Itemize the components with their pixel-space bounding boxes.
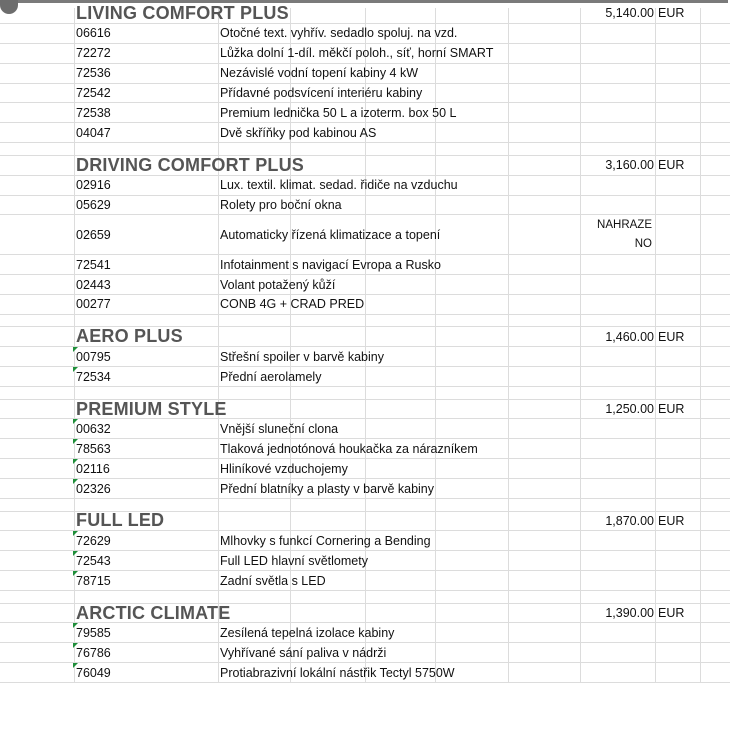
item-description[interactable]: Zadní světla s LED — [220, 573, 326, 588]
item-code[interactable]: 02916 — [76, 178, 111, 193]
table-row[interactable] — [0, 24, 730, 44]
item-description[interactable]: Tlaková jednotónová houkačka za nárazníkem — [220, 441, 478, 456]
item-code[interactable]: 72543 — [76, 553, 111, 568]
item-note[interactable] — [582, 215, 652, 254]
table-row[interactable] — [0, 623, 730, 643]
section-header-row[interactable] — [0, 156, 730, 176]
item-code[interactable]: 78563 — [76, 441, 111, 456]
section-currency[interactable]: EUR — [658, 158, 685, 173]
table-row[interactable] — [0, 215, 730, 255]
table-row[interactable] — [0, 551, 730, 571]
table-row[interactable] — [0, 439, 730, 459]
item-code[interactable]: 02116 — [76, 461, 110, 476]
item-description[interactable]: Vyhřívané sání paliva v nádrži — [220, 645, 387, 660]
item-code[interactable]: 02659 — [76, 227, 111, 242]
table-row[interactable] — [0, 479, 730, 499]
table-row[interactable] — [0, 419, 730, 439]
item-note-line: NO — [634, 237, 652, 250]
table-row[interactable] — [0, 176, 730, 196]
item-description[interactable]: Vnější sluneční clona — [220, 421, 339, 436]
section-header-row[interactable] — [0, 4, 730, 24]
section-price[interactable]: 5,140.00 — [605, 6, 654, 21]
table-row[interactable] — [0, 123, 730, 143]
section-title[interactable]: PREMIUM STYLE — [76, 399, 227, 419]
item-code[interactable]: 05629 — [76, 197, 111, 212]
item-code[interactable]: 72541 — [76, 257, 111, 272]
item-code[interactable]: 78715 — [76, 573, 111, 588]
table-row[interactable] — [0, 531, 730, 551]
section-price[interactable]: 1,250.00 — [605, 401, 654, 416]
item-description[interactable]: Lůžka dolní 1-díl. měkčí poloh., síť, horní SMART — [220, 46, 494, 61]
item-description[interactable]: Volant potažený kůží — [220, 277, 336, 292]
table-row[interactable] — [0, 103, 730, 123]
item-code[interactable]: 72538 — [76, 105, 111, 120]
blank-row[interactable] — [0, 143, 730, 156]
blank-row[interactable] — [0, 315, 730, 328]
section-header-row[interactable] — [0, 604, 730, 624]
spreadsheet-grid — [0, 4, 730, 683]
table-row[interactable] — [0, 347, 730, 367]
item-code[interactable]: 06616 — [76, 26, 111, 41]
item-description[interactable]: Přídavné podsvícení interiéru kabiny — [220, 86, 423, 100]
section-title[interactable]: FULL LED — [76, 511, 165, 531]
section-title[interactable]: LIVING COMFORT PLUS — [76, 4, 289, 23]
item-description[interactable]: Hliníkové vzduchojemy — [220, 461, 348, 476]
table-row[interactable] — [0, 44, 730, 64]
item-description[interactable]: Střešní spoiler v barvě kabiny — [220, 349, 384, 364]
item-description[interactable]: Rolety pro boční okna — [220, 197, 342, 212]
item-description[interactable]: Full LED hlavní světlomety — [220, 553, 368, 568]
item-code[interactable]: 04047 — [76, 125, 111, 140]
section-title[interactable]: ARCTIC CLIMATE — [76, 603, 231, 623]
item-description[interactable]: Přední aerolamely — [220, 369, 322, 384]
item-description[interactable]: Infotainment s navigací Evropa a Rusko — [220, 257, 441, 272]
table-row[interactable] — [0, 295, 730, 315]
item-note-line: NAHRAZE — [597, 218, 652, 231]
section-currency[interactable]: EUR — [658, 606, 685, 620]
table-row[interactable] — [0, 255, 730, 275]
item-code[interactable]: 76786 — [76, 645, 111, 660]
table-row[interactable] — [0, 196, 730, 216]
blank-row[interactable] — [0, 387, 730, 400]
item-code[interactable]: 00632 — [76, 421, 111, 436]
section-price[interactable]: 1,390.00 — [605, 606, 654, 620]
item-code[interactable]: 72536 — [76, 66, 111, 81]
table-row[interactable] — [0, 84, 730, 104]
item-description[interactable]: Protiabrazivní lokální nástřik Tectyl 5750W — [220, 665, 455, 680]
item-description[interactable]: Otočné text. vyhřív. sedadlo spoluj. na vzd. — [220, 26, 458, 41]
item-code[interactable]: 72542 — [76, 86, 111, 100]
table-row[interactable] — [0, 64, 730, 84]
item-code[interactable]: 76049 — [76, 665, 111, 680]
rows-container — [0, 4, 730, 683]
table-row[interactable] — [0, 663, 730, 683]
section-currency[interactable]: EUR — [658, 401, 685, 416]
item-code[interactable]: 72534 — [76, 369, 111, 384]
item-description[interactable]: Mlhovky s funkcí Cornering a Bending — [220, 533, 431, 548]
section-currency[interactable]: EUR — [658, 6, 685, 21]
section-header-row[interactable] — [0, 400, 730, 420]
item-description[interactable]: Zesílená tepelná izolace kabiny — [220, 625, 395, 640]
table-row[interactable] — [0, 275, 730, 295]
section-price[interactable]: 1,460.00 — [605, 329, 654, 344]
section-currency[interactable]: EUR — [658, 513, 685, 528]
item-description[interactable]: CONB 4G + CRAD PRED — [220, 297, 365, 312]
item-code[interactable]: 00795 — [76, 349, 111, 364]
item-description[interactable]: Nezávislé vodní topení kabiny 4 kW — [220, 66, 419, 81]
section-price[interactable]: 3,160.00 — [605, 158, 654, 173]
item-description[interactable]: Lux. textil. klimat. sedad. řidiče na vzduchu — [220, 178, 458, 193]
section-currency[interactable]: EUR — [658, 329, 685, 344]
table-row[interactable] — [0, 643, 730, 663]
section-header-row[interactable] — [0, 512, 730, 532]
table-row[interactable] — [0, 459, 730, 479]
item-code[interactable]: 72272 — [76, 46, 111, 61]
item-code[interactable]: 72629 — [76, 533, 111, 548]
item-description[interactable]: Automaticky řízená klimatizace a topení — [220, 227, 441, 242]
blank-row[interactable] — [0, 591, 730, 604]
section-title[interactable]: AERO PLUS — [76, 327, 183, 347]
item-code[interactable]: 02326 — [76, 481, 111, 496]
item-code[interactable]: 02443 — [76, 277, 111, 292]
blank-row[interactable] — [0, 499, 730, 512]
item-code[interactable]: 79585 — [76, 625, 111, 640]
section-price[interactable]: 1,870.00 — [605, 513, 654, 528]
item-code[interactable]: 00277 — [76, 297, 111, 312]
table-row[interactable] — [0, 367, 730, 387]
table-row[interactable] — [0, 571, 730, 591]
window-top-edge — [8, 0, 728, 3]
item-description[interactable]: Přední blatníky a plasty v barvě kabiny — [220, 481, 435, 496]
item-description[interactable]: Dvě skříňky pod kabinou AS — [220, 125, 377, 140]
section-title[interactable]: DRIVING COMFORT PLUS — [76, 155, 304, 175]
section-header-row[interactable] — [0, 327, 730, 347]
item-description[interactable]: Premium lednička 50 L a izoterm. box 50 L — [220, 105, 457, 120]
